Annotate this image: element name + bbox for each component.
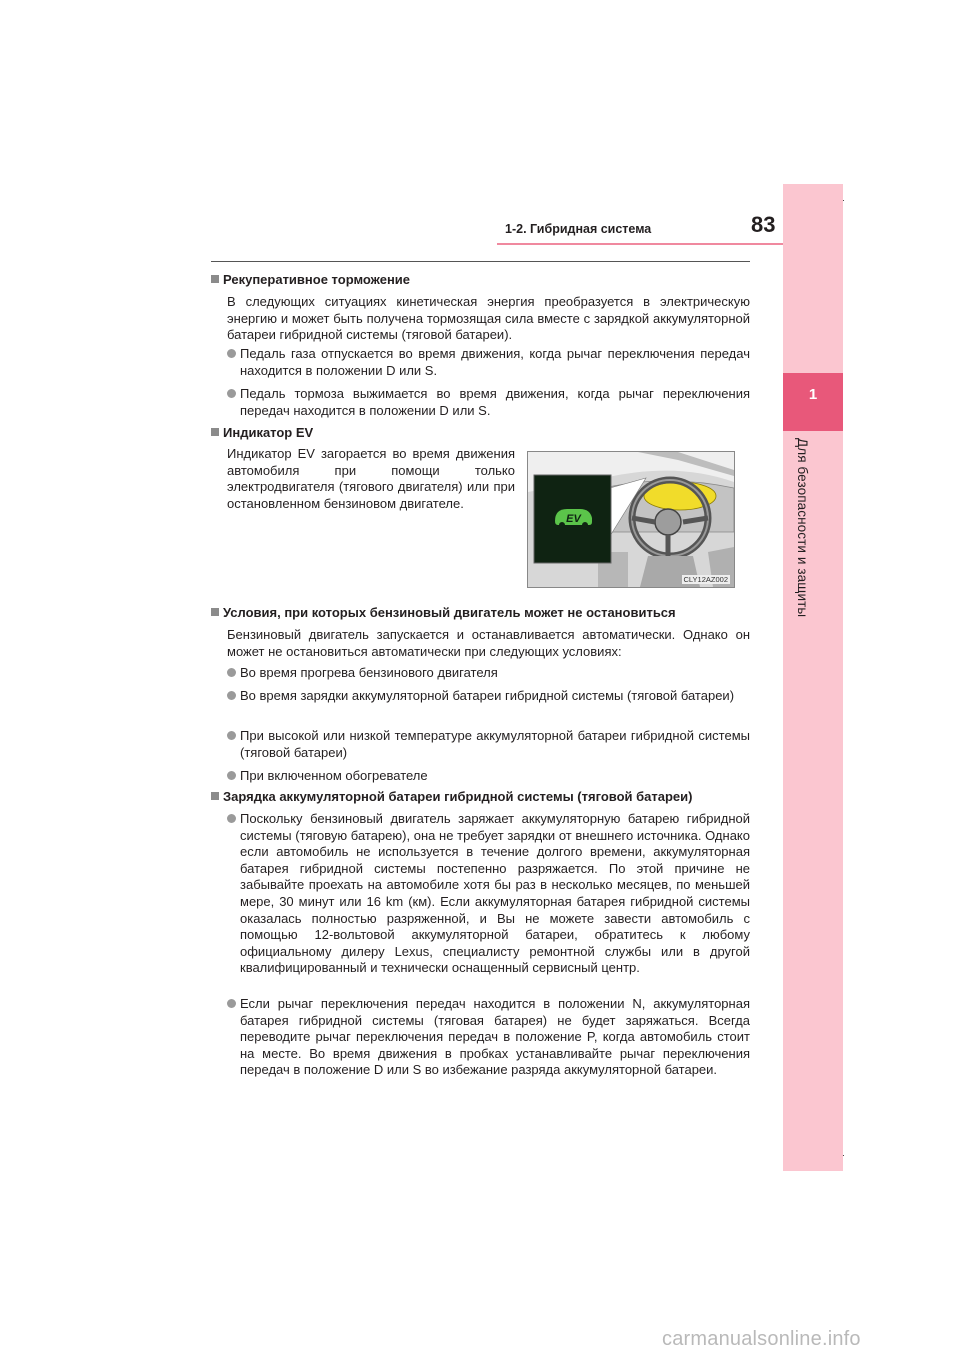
- round-bullet-icon: [227, 349, 236, 358]
- list-item: Во время зарядки аккумуляторной батареи гибридной системы (тяговой батареи): [240, 688, 735, 703]
- square-bullet-icon: [211, 428, 219, 436]
- list-item: При высокой или низкой температуре аккумуляторной батареи гибридной системы (тяговой батареи): [240, 728, 750, 760]
- list-item: При включенном обогревателе: [240, 768, 428, 783]
- header-divider: [497, 243, 783, 245]
- watermark: carmanualsonline.info: [662, 1328, 861, 1350]
- paragraph: Индикатор EV загорается во время движения автомобиля при помощи только электродвигателя (тягового двигателя) или при остановленном бензиновом двигателе.: [227, 446, 515, 511]
- ev-indicator-figure: [527, 451, 735, 588]
- section-title: 1-2. Гибридная система: [505, 222, 652, 236]
- square-bullet-icon: [211, 608, 219, 616]
- chapter-title: Для безопасности и защиты: [795, 438, 810, 618]
- heading-text: Рекуперативное торможение: [223, 272, 411, 287]
- square-bullet-icon: [211, 275, 219, 283]
- heading-text: Условия, при которых бензиновый двигатель может не остановиться: [223, 605, 676, 620]
- list-item: Педаль газа отпускается во время движения, когда рычаг переключения передач находится в положении D или S.: [240, 346, 750, 378]
- paragraph: Бензиновый двигатель запускается и останавливается автоматически. Однако он может не остановиться автоматически при следующих условиях:: [227, 627, 750, 659]
- round-bullet-icon: [227, 691, 236, 700]
- figure-code: CLY12AZ002: [683, 575, 728, 584]
- section-heading-regenerative: [211, 272, 410, 288]
- content-divider: [211, 261, 750, 262]
- list-item: Если рычаг переключения передач находится в положении N, аккумуляторная батарея гибридной системы (тяговая батарея) не будет заряжаться. Всегда переводите рычаг переключения передач в положение P, когда автомобиль стоит на месте. Во время движения в пробках устанавливайте рычаг переключения передач в положение D или S во избежание разряда аккумуляторной батареи.: [240, 996, 750, 1078]
- heading-text: Зарядка аккумуляторной батареи гибридной системы (тяговой батареи): [223, 789, 693, 804]
- round-bullet-icon: [227, 389, 236, 398]
- round-bullet-icon: [227, 668, 236, 677]
- dashboard-illustration: [528, 452, 734, 587]
- section-heading-battery-charging: [211, 789, 693, 805]
- section-heading-ev-indicator: [211, 425, 313, 441]
- heading-text: Индикатор EV: [223, 425, 314, 440]
- list-item: Поскольку бензиновый двигатель заряжает аккумуляторную батарею гибридной системы (тяговую батарею), она не требует зарядки от внешнего источника. Однако если автомобиль не используется в течение долгого времени, аккумуляторная батарея гибридной системы постепенно разряжается. По этой причине не забывайте проехать на автомобиле хотя бы раз в несколько месяцев, по меньшей мере, 30 минут или 16 km (км). Если аккумуляторная батарея гибридной системы оказалась полностью разряженной, и Вы не можете завести автомобиль с помощью 12-вольтовой аккумуляторной батареи, обратитесь к любому официальному дилеру Lexus, специалисту ремонтной службы или в другой квалифицированный и технически оснащенный сервисный центр.: [240, 811, 750, 976]
- round-bullet-icon: [227, 814, 236, 823]
- round-bullet-icon: [227, 771, 236, 780]
- ev-indicator-label: EV: [566, 513, 581, 525]
- square-bullet-icon: [211, 792, 219, 800]
- chapter-number: 1: [808, 386, 818, 403]
- page-number: 83: [751, 212, 776, 237]
- list-item: Во время прогрева бензинового двигателя: [240, 665, 498, 680]
- section-heading-engine-conditions: [211, 605, 676, 621]
- list-item: Педаль тормоза выжимается во время движения, когда рычаг переключения передач находится в положении D или S.: [240, 386, 750, 418]
- round-bullet-icon: [227, 999, 236, 1008]
- paragraph: В следующих ситуациях кинетическая энергия преобразуется в электрическую энергию и может быть получена тормозящая сила вместе с зарядкой аккумуляторной батареи гибридной системы (тяговой батареи).: [227, 294, 750, 343]
- round-bullet-icon: [227, 731, 236, 740]
